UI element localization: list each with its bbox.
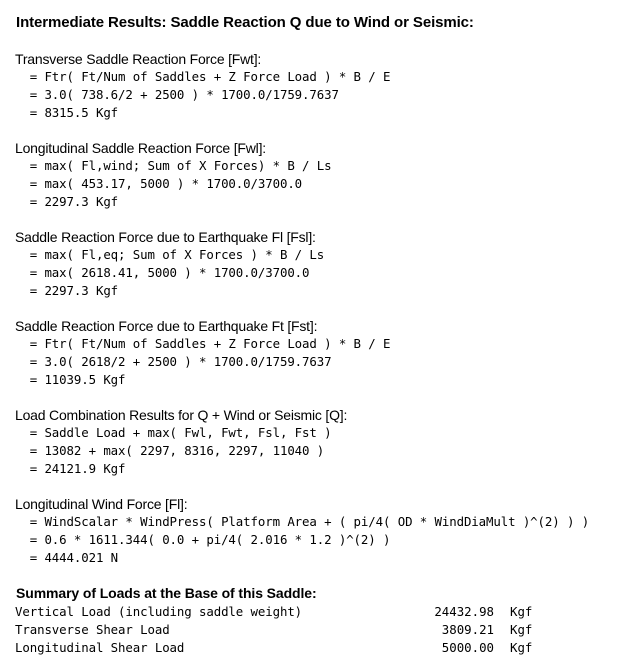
formula-line: = 0.6 * 1611.344( 0.0 + pi/4( 2.016 * 1.2 )^(2) ) (15, 532, 391, 547)
formula-line: = 3.0( 2618/2 + 2500 ) * 1700.0/1759.7637 (15, 354, 332, 369)
section-title-fst: Saddle Reaction Force due to Earthquake Ft [Fst]: (15, 318, 318, 334)
formula-line: = 3.0( 738.6/2 + 2500 ) * 1700.0/1759.7637 (15, 87, 339, 102)
report-title: Intermediate Results: Saddle Reaction Q due to Wind or Seismic: (16, 14, 474, 31)
result-line: = 11039.5 Kgf (15, 372, 126, 387)
summary-label: Longitudinal Shear Load (15, 640, 185, 655)
summary-title: Summary of Loads at the Base of this Saddle: (16, 585, 317, 601)
result-line: = 8315.5 Kgf (15, 105, 119, 120)
formula-line: = max( Fl,wind; Sum of X Forces) * B / Ls (15, 158, 332, 173)
formula-line: = WindScalar * WindPress( Platform Area + ( pi/4( OD * WindDiaMult )^(2) ) ) (15, 514, 590, 529)
summary-label: Transverse Shear Load (15, 622, 170, 637)
formula-line: = Ftr( Ft/Num of Saddles + Z Force Load ) * B / E (15, 69, 391, 84)
section-title-fsl: Saddle Reaction Force due to Earthquake Fl [Fsl]: (15, 229, 316, 245)
summary-value: 24432.98 (434, 604, 494, 619)
section-title-fl: Longitudinal Wind Force [Fl]: (15, 496, 188, 512)
section-title-q: Load Combination Results for Q + Wind or Seismic [Q]: (15, 407, 348, 423)
formula-line: = max( 2618.41, 5000 ) * 1700.0/3700.0 (15, 265, 310, 280)
summary-value: 3809.21 (441, 622, 494, 637)
result-line: = 2297.3 Kgf (15, 194, 119, 209)
result-line: = 24121.9 Kgf (15, 461, 126, 476)
summary-unit: Kgf (510, 604, 533, 619)
formula-line: = Ftr( Ft/Num of Saddles + Z Force Load ) * B / E (15, 336, 391, 351)
summary-value: 5000.00 (441, 640, 494, 655)
result-line: = 4444.021 N (15, 550, 119, 565)
formula-line: = 13082 + max( 2297, 8316, 2297, 11040 ) (15, 443, 325, 458)
section-title-fwl: Longitudinal Saddle Reaction Force [Fwl]: (15, 140, 266, 156)
summary-label: Vertical Load (including saddle weight) (15, 604, 303, 619)
result-line: = 2297.3 Kgf (15, 283, 119, 298)
formula-line: = max( 453.17, 5000 ) * 1700.0/3700.0 (15, 176, 303, 191)
summary-unit: Kgf (510, 640, 533, 655)
formula-line: = max( Fl,eq; Sum of X Forces ) * B / Ls (15, 247, 325, 262)
summary-unit: Kgf (510, 622, 533, 637)
section-title-fwt: Transverse Saddle Reaction Force [Fwt]: (15, 51, 262, 67)
formula-line: = Saddle Load + max( Fwl, Fwt, Fsl, Fst ) (15, 425, 332, 440)
